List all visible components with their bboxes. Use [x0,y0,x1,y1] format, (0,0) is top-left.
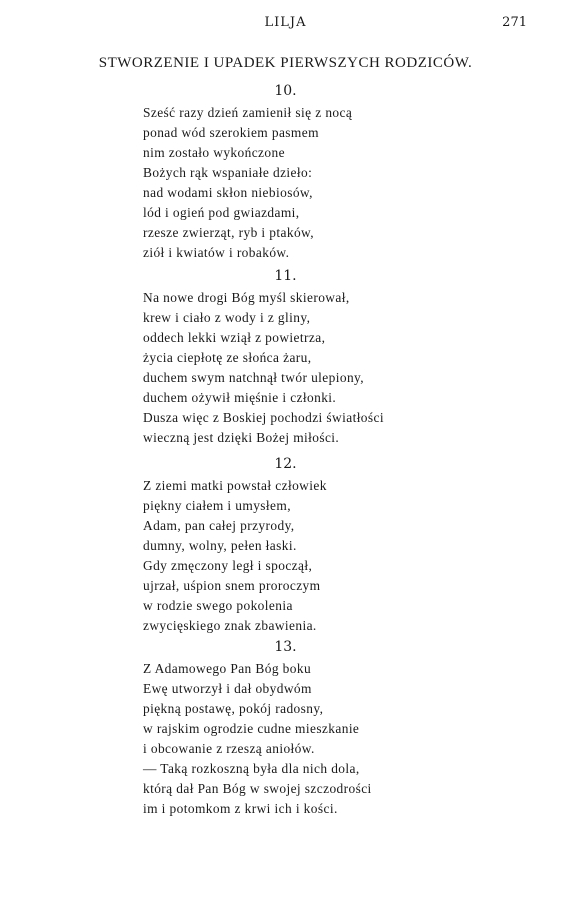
stanza-lines [143,476,463,636]
verse-line: oddech lekki wziął z powietrza, [143,330,326,345]
verse-line: i obcowanie z rzeszą aniołów. [143,741,315,756]
verse-line: nad wodami skłon niebiosów, [143,185,313,200]
verse-line: Gdy zmęczony legł i spoczął, [143,558,313,573]
running-title: LILJA [264,15,307,30]
verse-line: rzesze zwierząt, ryb i ptaków, [143,225,314,240]
verse-line: nim zostało wykończone [143,145,285,160]
verse-line: Ewę utworzył i dał obydwóm [143,681,312,696]
stanza-number: 13. [274,639,297,655]
verse-line: Dusza więc z Boskiej pochodzi światłości [143,410,384,425]
verse-line: Bożych rąk wspaniałe dzieło: [143,165,313,180]
verse-line: Adam, pan całej przyrody, [143,518,295,533]
verse-line: lód i ogień pod gwiazdami, [143,205,300,220]
stanza-number: 10. [274,83,297,99]
stanza-lines [143,103,463,263]
verse-line: — Taką rozkoszną była dla nich dola, [143,761,360,776]
verse-line: duchem swym natchnął twór ulepiony, [143,370,365,385]
verse-line: im i potomkom z krwi ich i kości. [143,801,338,816]
verse-line: krew i ciało z wody i z gliny, [143,310,311,325]
verse-line: duchem ożywił mięśnie i członki. [143,390,337,405]
running-header [0,15,571,35]
verse-line: zwycięskiego znak zbawienia. [143,618,317,633]
stanza-number: 11. [274,268,297,284]
stanza-lines [143,659,463,819]
verse-line: w rajskim ogrodzie cudne mieszkanie [143,721,360,736]
verse-line: Z Adamowego Pan Bóg boku [143,661,312,676]
page-number: 271 [502,15,527,30]
verse-line: piękny ciałem i umysłem, [143,498,291,513]
verse-line: życia ciepłotę ze słońca żaru, [143,350,312,365]
verse-line: którą dał Pan Bóg w swojej szczodrości [143,781,372,796]
verse-line: Sześć razy dzień zamienił się z nocą [143,105,353,120]
verse-line: ponad wód szerokiem pasmem [143,125,319,140]
verse-line: piękną postawę, pokój radosny, [143,701,324,716]
verse-line: Z ziemi matki powstał człowiek [143,478,327,493]
verse-line: wieczną jest dzięki Bożej miłości. [143,430,340,445]
verse-line: w rodzie swego pokolenia [143,598,293,613]
stanza-lines [143,288,463,448]
verse-line: ujrzał, uśpion snem proroczym [143,578,321,593]
verse-line: Na nowe drogi Bóg myśl skierował, [143,290,350,305]
poem-title: STWORZENIE I UPADEK PIERWSZYCH RODZICÓW. [98,55,473,71]
stanza-number: 12. [274,456,297,472]
verse-line: ziół i kwiatów i robaków. [143,245,290,260]
verse-line: dumny, wolny, pełen łaski. [143,538,297,553]
